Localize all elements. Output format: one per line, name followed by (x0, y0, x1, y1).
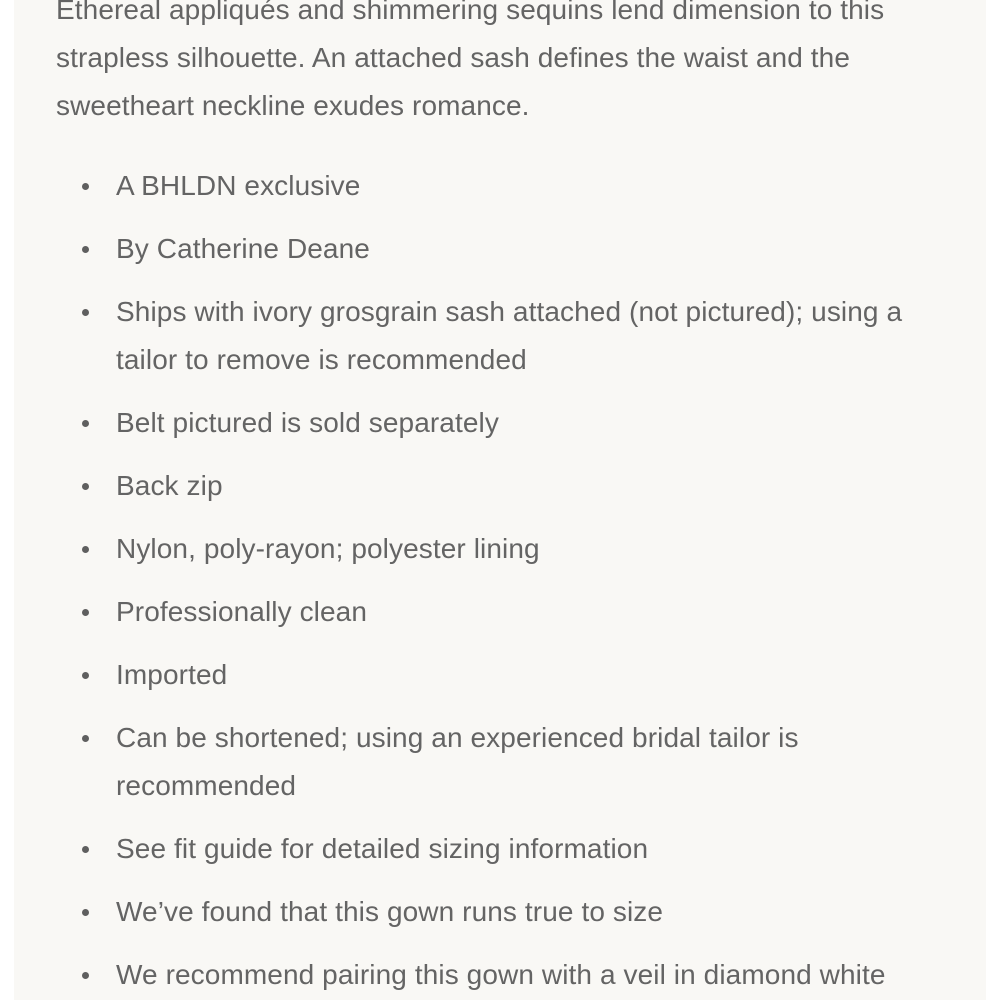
list-item-text: Back zip (116, 470, 223, 501)
list-item-text: See fit guide for detailed sizing information (116, 833, 649, 864)
bullet-dot-icon (82, 546, 89, 553)
list-item (56, 588, 956, 636)
bullet-dot-icon (82, 909, 89, 916)
bullet-dot-icon (82, 246, 89, 253)
list-item-text: A BHLDN exclusive (116, 170, 361, 201)
list-item-text: Imported (116, 659, 228, 690)
product-details-list (56, 162, 956, 999)
list-item (56, 462, 956, 510)
list-item-text: We recommend pairing this gown with a veil in diamond white (116, 959, 886, 990)
product-details-panel (14, 0, 986, 1000)
list-item-text: Professionally clean (116, 596, 368, 627)
list-item-text: By Catherine Deane (116, 233, 370, 264)
product-description: Ethereal appliqués and shimmering sequins lend dimension to this strapless silhouette. An attached sash defines the waist and the sweetheart neckline exudes romance. (56, 0, 885, 121)
product-details-content (56, 0, 956, 1000)
list-item (56, 651, 956, 699)
list-item (56, 888, 956, 936)
list-item (56, 288, 956, 384)
list-item-text: Ships with ivory grosgrain sash attached (not pictured); using a tailor to remove is recommended (116, 296, 903, 375)
list-item (56, 162, 956, 210)
list-item (56, 399, 956, 447)
bullet-dot-icon (82, 735, 89, 742)
list-item (56, 714, 956, 810)
list-item (56, 525, 956, 573)
list-item (56, 951, 956, 999)
bullet-dot-icon (82, 483, 89, 490)
bullet-dot-icon (82, 972, 89, 979)
list-item (56, 825, 956, 873)
bullet-dot-icon (82, 309, 89, 316)
bullet-dot-icon (82, 183, 89, 190)
list-item (56, 225, 956, 273)
list-item-text: We’ve found that this gown runs true to size (116, 896, 664, 927)
bullet-dot-icon (82, 609, 89, 616)
bullet-dot-icon (82, 672, 89, 679)
list-item-text: Nylon, poly-rayon; polyester lining (116, 533, 540, 564)
bullet-dot-icon (82, 420, 89, 427)
list-item-text: Can be shortened; using an experienced bridal tailor is recommended (116, 722, 799, 801)
bullet-dot-icon (82, 846, 89, 853)
list-item-text: Belt pictured is sold separately (116, 407, 499, 438)
